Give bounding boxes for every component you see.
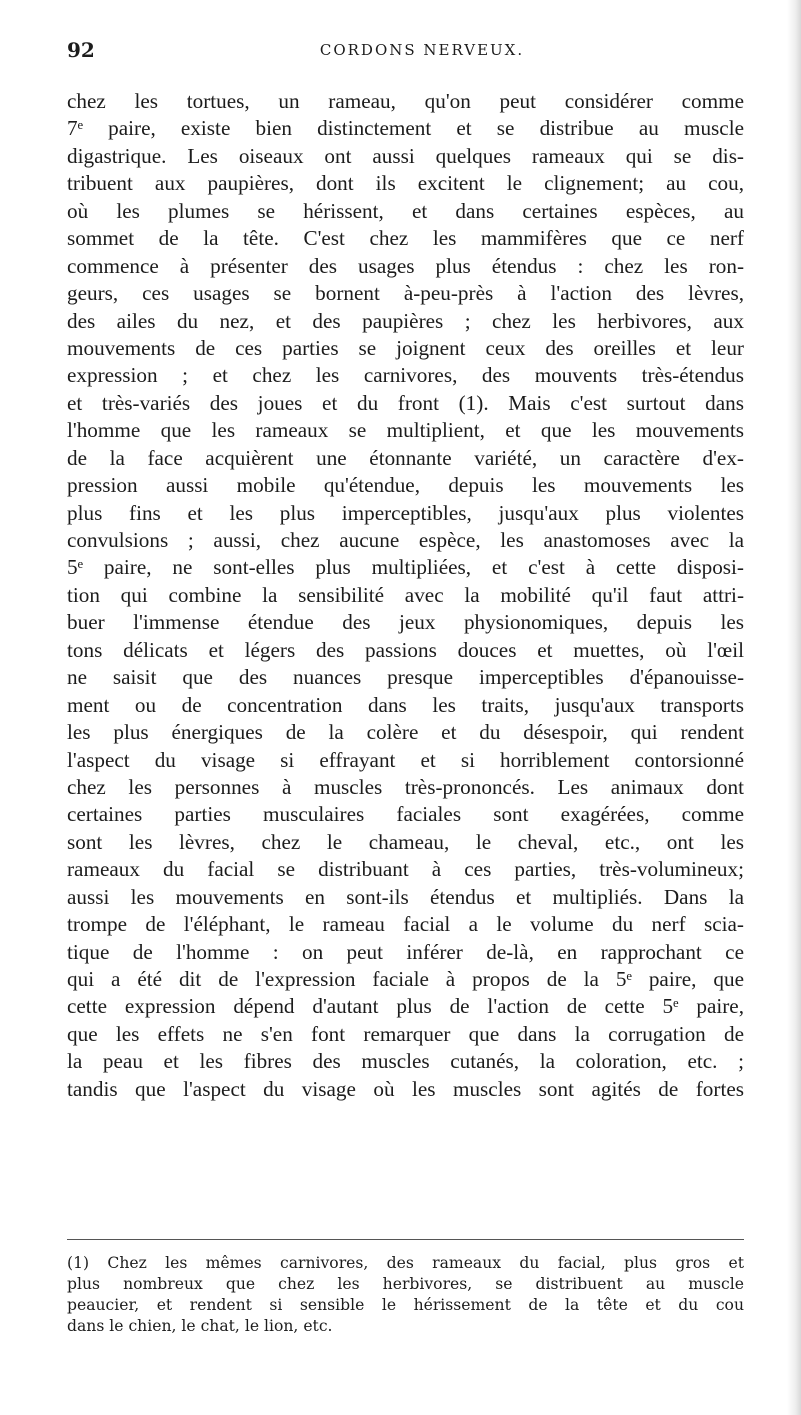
text-line: sont les lèvres, chez le chameau, le cheval, etc., ont les [67, 829, 744, 854]
text-line: sommet de la tête. C'est chez les mammifères que ce nerf [67, 226, 744, 251]
body-paragraph [67, 88, 744, 1103]
text-line: cette expression dépend d'autant plus de l'action de cette 5ᵉ paire, [67, 994, 744, 1019]
text-line: tique de l'homme : on peut inférer de-là, en rapprochant ce [67, 939, 744, 964]
text-line: tandis que l'aspect du visage où les muscles sont agités de fortes [67, 1076, 744, 1101]
text-line: qui a été dit de l'expression faciale à propos de la 5ᵉ paire, que [67, 967, 744, 991]
footnote-line: (1) Chez les mêmes carnivores, des rameaux du facial, plus gros et [67, 1254, 744, 1272]
footnote-line: dans le chien, le chat, le lion, etc. [67, 1317, 333, 1335]
footnote-separator [67, 1239, 744, 1240]
text-line: chez les personnes à muscles très-prononcés. Les animaux dont [67, 774, 744, 799]
text-line: la peau et les fibres des muscles cutanés, la coloration, etc. ; [67, 1049, 744, 1074]
text-line: les plus énergiques de la colère et du désespoir, qui rendent [67, 720, 744, 745]
footnote-line: peaucier, et rendent si sensible le hérissement de la tête et du cou [67, 1296, 744, 1314]
page-number: 92 [67, 38, 95, 62]
text-line: tons délicats et légers des passions douces et muettes, où l'œil [67, 637, 744, 662]
page-edge-shadow [787, 0, 801, 1415]
text-line: 7ᵉ paire, existe bien distinctement et se distribue au muscle [67, 116, 744, 141]
text-line: et très-variés des joues et du front (1). Mais c'est surtout dans [67, 390, 744, 415]
footnote [67, 1253, 744, 1337]
text-line: mouvements de ces parties se joignent ceux des oreilles et leur [67, 335, 744, 360]
text-line: que les effets ne s'en font remarquer que dans la corrugation de [67, 1021, 744, 1046]
text-line: tribuent aux paupières, dont ils excitent le clignement; au cou, [67, 171, 744, 196]
running-title: CORDONS NERVEUX. [319, 41, 525, 59]
text-line: l'homme que les rameaux se multiplient, et que les mouvements [67, 418, 744, 443]
text-line: 5ᵉ paire, ne sont-elles plus multipliées, et c'est à cette disposi- [67, 555, 744, 580]
text-line: ne saisit que des nuances presque imperceptibles d'épanouisse- [67, 665, 744, 690]
page-header [67, 38, 747, 68]
text-line: digastrique. Les oiseaux ont aussi quelques rameaux qui se dis- [67, 143, 744, 168]
text-line: ment ou de concentration dans les traits, jusqu'aux transports [67, 692, 744, 717]
text-line: geurs, ces usages se bornent à-peu-près à l'action des lèvres, [67, 281, 744, 306]
text-line: tion qui combine la sensibilité avec la mobilité qu'il faut attri- [67, 582, 744, 607]
text-line: buer l'immense étendue des jeux physionomiques, depuis les [67, 610, 744, 635]
text-line: trompe de l'éléphant, le rameau facial a le volume du nerf scia- [67, 912, 744, 937]
text-line: l'aspect du visage si effrayant et si horriblement contorsionné [67, 747, 744, 772]
text-line: chez les tortues, un rameau, qu'on peut considérer comme [67, 89, 744, 113]
text-line: commence à présenter des usages plus étendus : chez les ron- [67, 253, 744, 278]
text-line: plus fins et les plus imperceptibles, jusqu'aux plus violentes [67, 500, 744, 525]
text-line: certaines parties musculaires faciales sont exagérées, comme [67, 802, 744, 827]
text-line: convulsions ; aussi, chez aucune espèce, les anastomoses avec la [67, 528, 744, 552]
footnote-line: plus nombreux que chez les herbivores, se distribuent au muscle [67, 1275, 744, 1293]
text-line: des ailes du nez, et des paupières ; chez les herbivores, aux [67, 308, 744, 333]
text-line: où les plumes se hérissent, et dans certaines espèces, au [67, 198, 744, 223]
text-line: expression ; et chez les carnivores, des mouvents très-étendus [67, 363, 744, 388]
text-line: pression aussi mobile qu'étendue, depuis les mouvements les [67, 473, 744, 498]
text-line: rameaux du facial se distribuant à ces parties, très-volumineux; [67, 857, 744, 882]
text-line: de la face acquièrent une étonnante variété, un caractère d'ex- [67, 445, 744, 470]
text-line: aussi les mouvements en sont-ils étendus et multipliés. Dans la [67, 884, 744, 909]
